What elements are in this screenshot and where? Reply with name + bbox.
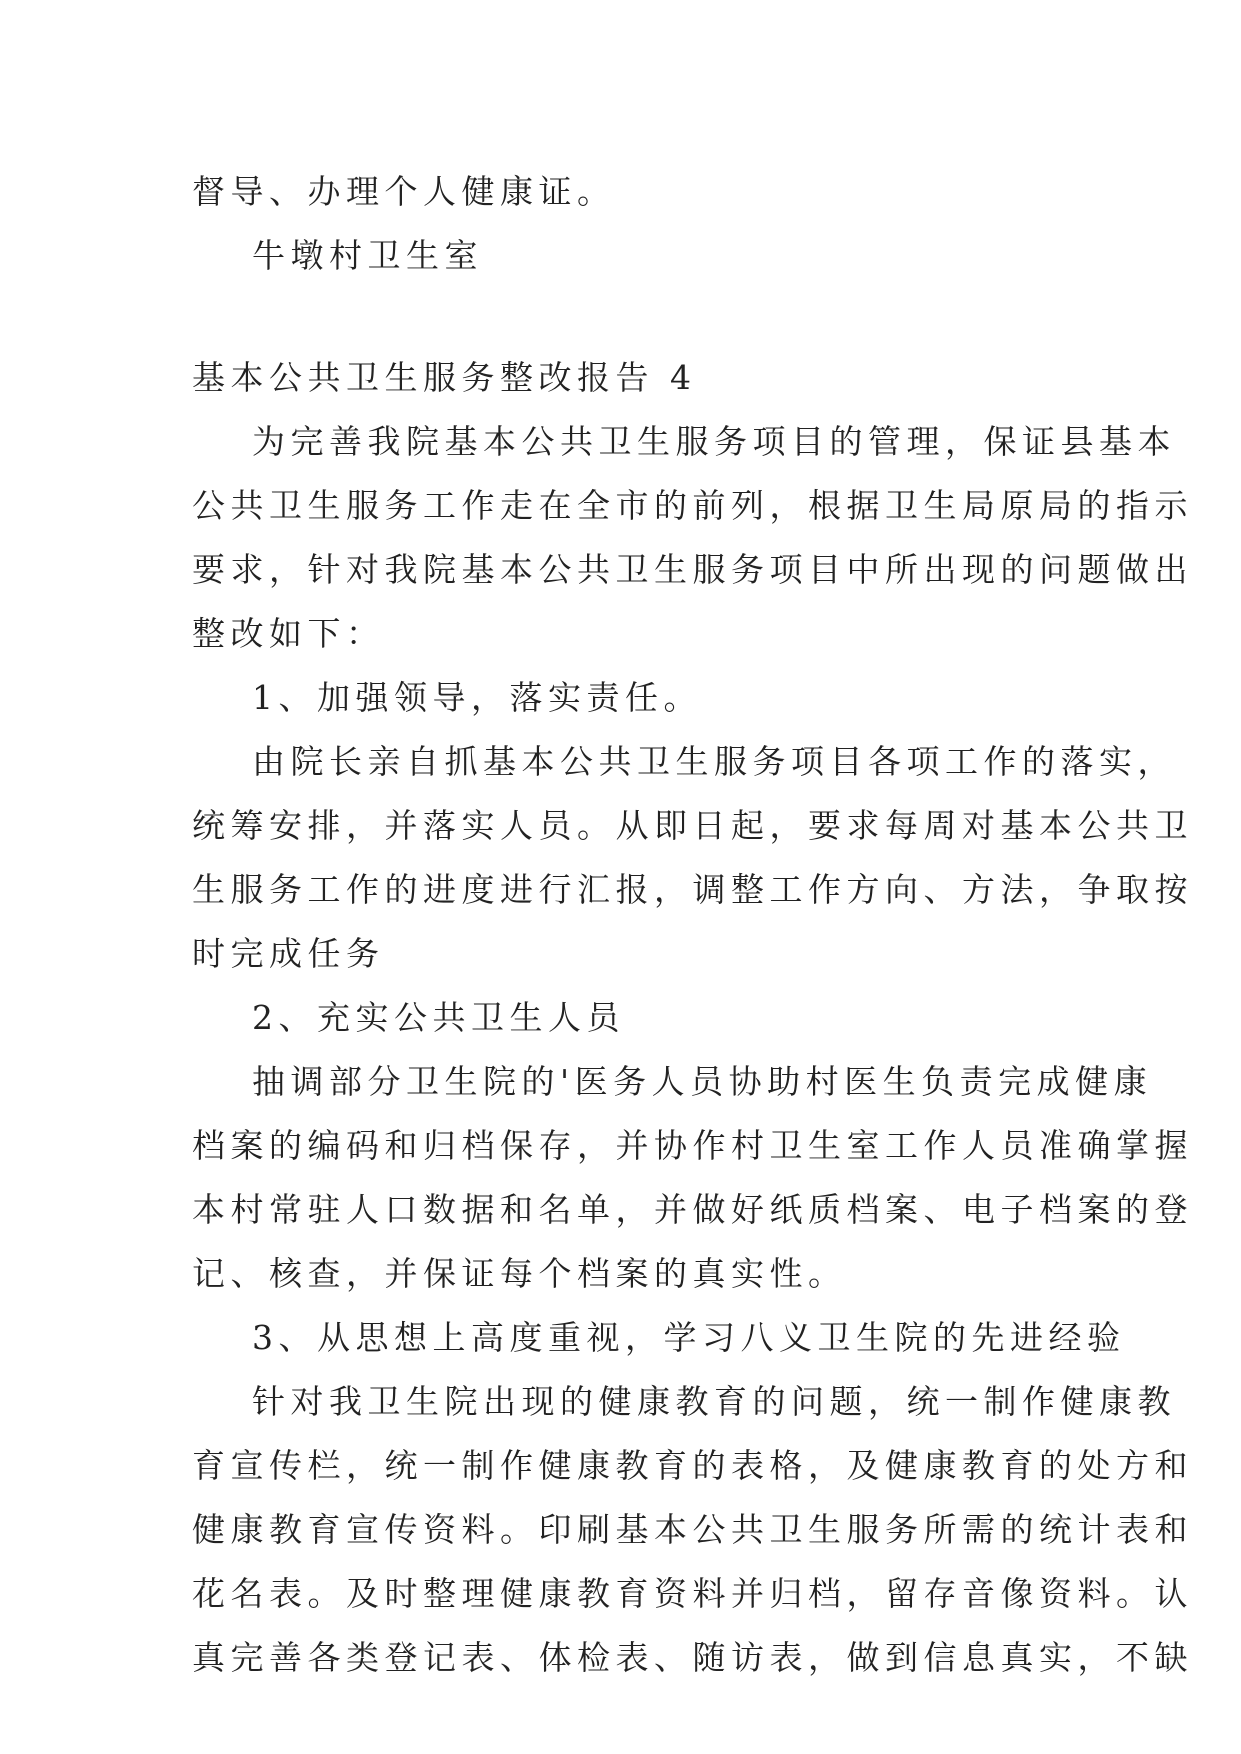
paragraph-line: 为完善我院基本公共卫生服务项目的管理，保证县基本 [252,422,1176,461]
paragraph-line: 公共卫生服务工作走在全市的前列，根据卫生局原局的指示 [192,486,1193,525]
paragraph-line: 花名表。及时整理健康教育资料并归档，留存音像资料。认 [192,1574,1193,1613]
paragraph-line: 记、核查，并保证每个档案的真实性。 [192,1254,847,1293]
paragraph-line: 育宣传栏，统一制作健康教育的表格，及健康教育的处方和 [192,1446,1193,1485]
paragraph-line: 生服务工作的进度进行汇报，调整工作方向、方法，争取按 [192,870,1193,909]
continuation-line: 督导、办理个人健康证。 [192,172,616,211]
paragraph-line: 整改如下： [192,614,385,653]
paragraph-line: 要求，针对我院基本公共卫生服务项目中所出现的问题做出 [192,550,1193,589]
item1-paragraph [192,730,1193,986]
intro-paragraph [192,410,1193,666]
section-title: 基本公共卫生服务整改报告 4 [192,358,697,397]
paragraph-line: 由院长亲自抓基本公共卫生服务项目各项工作的落实， [252,742,1176,781]
item2-paragraph [192,1050,1193,1306]
item2-heading: 2、充实公共卫生人员 [252,998,625,1037]
paragraph-line: 针对我卫生院出现的健康教育的问题，统一制作健康教 [252,1382,1176,1421]
paragraph-line: 健康教育宣传资料。印刷基本公共卫生服务所需的统计表和 [192,1510,1193,1549]
paragraph-line: 本村常驻人口数据和名单，并做好纸质档案、电子档案的登 [192,1190,1193,1229]
item3-heading: 3、从思想上高度重视，学习八义卫生院的先进经验 [252,1318,1126,1357]
paragraph-line: 统筹安排，并落实人员。从即日起，要求每周对基本公共卫 [192,806,1193,845]
item1-heading: 1、加强领导，落实责任。 [252,678,702,717]
item3-paragraph [192,1370,1193,1690]
paragraph-line: 时完成任务 [192,934,385,973]
paragraph-line: 抽调部分卫生院的'医务人员协助村医生负责完成健康 [252,1062,1153,1101]
signature: 牛墩村卫生室 [252,236,483,275]
section-spacer [192,288,1062,346]
paragraph-line: 真完善各类登记表、体检表、随访表，做到信息真实，不缺 [192,1638,1193,1677]
document-body [192,160,1193,1690]
paragraph-line: 档案的编码和归档保存，并协作村卫生室工作人员准确掌握 [192,1126,1193,1165]
